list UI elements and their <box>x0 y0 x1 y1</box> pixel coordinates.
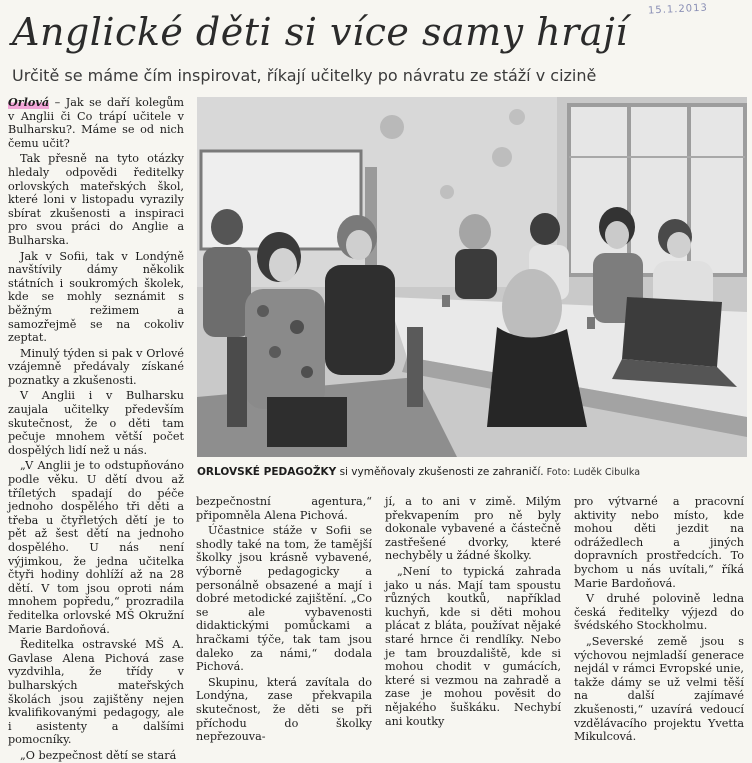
dateline: Orlová <box>8 95 50 109</box>
paragraph: „Není to typická zahrada jako u nás. Mají tam spoustu různých koutků, například kuchyň, kde si děti mohou plácat z bláta, používat nějaké staré hrnce či rendlíky. Nebo je tam brouzdaliště, kde si mohou chodit v gumácích, které si vezmou na zahradě a zase je mohou pověsit do nějakého šuškáku. Nechybí ani koutky <box>385 564 561 728</box>
paragraph: V druhé polovině ledna česká ředitelky výjezd do švédského Stockholmu. <box>574 592 744 633</box>
article-column-3 <box>385 495 561 728</box>
photo-teachers-meeting <box>197 97 747 457</box>
handwritten-date-note: 15.1.2013 <box>647 2 709 17</box>
paragraph: Tak přesně na tyto otázky hledaly odpovědi ředitelky orlovských mateřských škol, které loni v listopadu vyrazily sbírat zkušenosti a inspiraci pro svou práci do Anglie a Bulharska. <box>8 152 184 247</box>
caption-bold: ORLOVSKÉ PEDAGOŽKY <box>197 466 337 478</box>
article-column-1 <box>8 95 184 762</box>
article-column-2 <box>196 495 372 744</box>
photo-credit: Foto: Luděk Cibulka <box>543 467 641 478</box>
paragraph: Účastnice stáže v Sofii se shodly také na tom, že tamější školky jsou krásně vybavené, výborně pedagogicky a personálně obsazené a mají i dobré metodické zajištění. „Co se ale vybavenosti didaktickými pomůckami a hračkami týče, tak tam jsou daleko za námi,“ dodala Pichová. <box>196 524 372 674</box>
article-photo <box>197 97 747 457</box>
photo-caption <box>197 466 747 478</box>
article-column-4 <box>574 495 744 744</box>
paragraph: „O bezpečnost dětí se stará <box>20 748 177 762</box>
paragraph: Minulý týden si pak v Orlové vzájemně předávaly získané poznatky a zkušenosti. <box>8 346 184 387</box>
caption-text: si vyměňovaly zkušenosti ze zahraničí. <box>336 466 544 478</box>
paragraph: „V Anglii je to odstupňováno podle věku. U dětí dvou až tříletých spadají do péče jednoho dospělého tři děti a třeba u čtyřletých dětí je to pět až šest dětí na jednoho dospělého. U nás není výjimkou, že jedna učitelka čtyři hodiny dohlíží až na 28 dětí. V tom jsou oproti nám mnohem popředu,“ prozradila ředitelka orlovské MŠ Okružní Marie Bardoňová. <box>8 459 184 636</box>
paragraph: Orlová – Jak se daří kolegům v Anglii či Co trápí učitele v Bulharsku?. Máme se od nich čemu učit? <box>8 95 184 150</box>
paragraph: V Anglii i v Bulharsku zaujala učitelky především skutečnost, že o děti tam pečuje mnohem větší počet dospělých lidí než u nás. <box>8 389 184 457</box>
paragraph: bezpečnostní agentura,“ připomněla Alena Pichová. <box>196 495 372 522</box>
paragraph: „Severské země jsou s výchovou nejmladší generace nejdál v rámci Evropské unie, takže dámy se už velmi těší na další zajímavé zkušenosti,“ uzavírá vedoucí vzdělávacího projektu Yvetta Mikulcová. <box>574 634 744 744</box>
paragraph: Jak v Sofii, tak v Londýně navštívily dámy několik státních i soukromých školek, kde se mohly seznámit s běžným režimem a samozřejmě se na cokoliv zeptat. <box>8 249 184 345</box>
headline: Anglické děti si více samy hrají <box>12 10 628 54</box>
paragraph: Skupinu, která zavítala do Londýna, zase překvapila skutečnost, že děti se při příchodu do školky nepřezouva- <box>196 675 372 744</box>
subheadline: Určitě se máme čím inspirovat, říkají učitelky po návratu ze stáží v cizině <box>12 66 597 85</box>
paragraph: pro výtvarné a pracovní aktivity nebo místo, kde mohou děti jezdit na odrážedlech a jiných dopravních prostředcích. To bychom u nás uvítali,“ říká Marie Bardoňová. <box>574 495 744 590</box>
paragraph: Ředitelka ostravské MŠ A. Gavlase Alena Pichová zase vyzdvihla, že třídy v bulharských mateřských školách jsou zajištěny nejen kvalifikovanými pedagogy, ale i asistenty a dalšími pomocníky. <box>8 638 184 747</box>
paragraph: jí, a to ani v zimě. Milým překvapením pro ně byly dokonale vybavené a částečně zastřešené dvorky, které nechyběly u žádné školky. <box>385 495 561 563</box>
